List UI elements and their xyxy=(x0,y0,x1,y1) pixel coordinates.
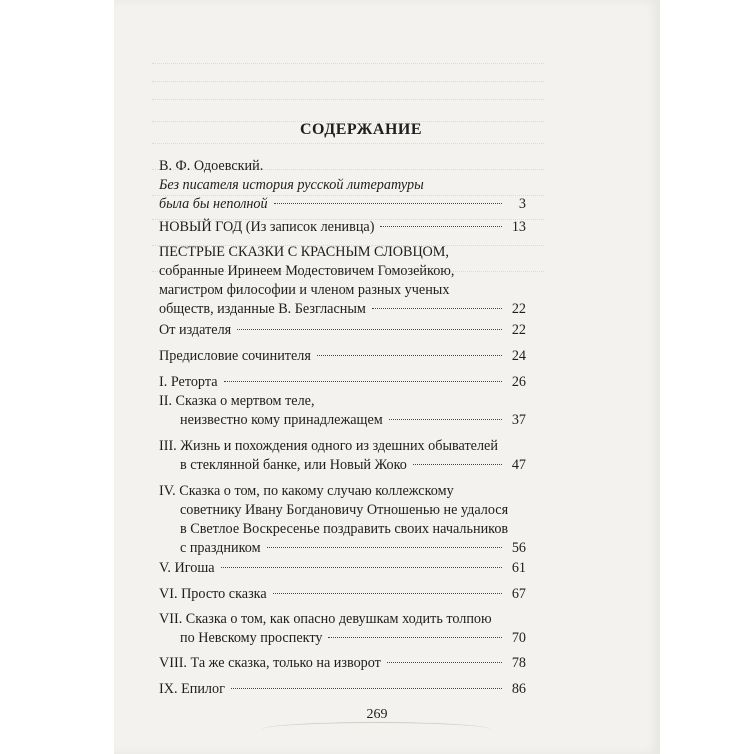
toc-entry-retort[interactable] xyxy=(159,373,526,392)
page-number: 22 xyxy=(511,322,526,338)
page-number: 47 xyxy=(511,457,526,473)
leader-dots xyxy=(267,547,502,548)
leader-dots xyxy=(224,381,502,382)
leader-dots xyxy=(231,688,502,689)
toc-entry-simple-tale[interactable] xyxy=(159,585,526,604)
toc-entry-text: в стеклянной банке, или Новый Жоко xyxy=(180,457,407,473)
leader-dots xyxy=(317,355,502,356)
toc-entry-epilogue[interactable] xyxy=(159,680,526,699)
folio-number: 269 xyxy=(366,707,388,722)
toc-entry-preface[interactable] xyxy=(159,347,526,366)
page-number: 37 xyxy=(511,412,526,428)
page-number: 61 xyxy=(511,560,526,576)
toc-entry-text: I. Реторта xyxy=(159,374,218,390)
toc-line: советнику Ивану Богдановичу Отношенью не удалося xyxy=(180,502,509,518)
page-number: 67 xyxy=(511,586,526,602)
page-number: 26 xyxy=(511,374,526,390)
toc-entry-otnoshenye[interactable] xyxy=(159,482,526,558)
toc-title: СОДЕРЖАНИЕ xyxy=(300,121,423,138)
leader-dots xyxy=(389,419,502,420)
toc-entry-text: с праздником xyxy=(180,540,261,556)
folio xyxy=(0,707,754,723)
page-number: 24 xyxy=(511,348,526,364)
toc-entry-igosha[interactable] xyxy=(159,559,526,578)
toc-entry-same-tale[interactable] xyxy=(159,654,526,673)
toc-line: II. Сказка о мертвом теле, xyxy=(159,393,315,409)
toc-entry-jar[interactable] xyxy=(159,437,526,475)
toc-entry-text: Предисловие сочинителя xyxy=(159,348,311,364)
toc-entry-text: была бы неполной xyxy=(159,196,268,212)
toc-line: VII. Сказка о том, как опасно девушкам ходить толпою xyxy=(159,611,492,627)
toc-entry-text: НОВЫЙ ГОД (Из записок ленивца) xyxy=(159,219,375,235)
leader-dots xyxy=(413,464,502,465)
leader-dots xyxy=(274,203,502,204)
page-number: 13 xyxy=(511,219,526,235)
leader-dots xyxy=(387,662,502,663)
page-number: 70 xyxy=(511,630,526,646)
toc-line: В. Ф. Одоевский. xyxy=(159,158,264,174)
leader-dots xyxy=(273,593,502,594)
folio-ornament xyxy=(262,722,490,737)
toc-line: ПЕСТРЫЕ СКАЗКИ С КРАСНЫМ СЛОВЦОМ, xyxy=(159,244,449,260)
page-number: 56 xyxy=(511,540,526,556)
toc-line: IV. Сказка о том, по какому случаю коллежскому xyxy=(159,483,454,499)
toc-entry-text: VIII. Та же сказка, только на изворот xyxy=(159,655,381,671)
leader-dots xyxy=(221,567,502,568)
toc-entry-text: обществ, изданные В. Безгласным xyxy=(159,301,366,317)
toc-entry-motley-tales[interactable] xyxy=(159,243,526,319)
page-number: 22 xyxy=(511,301,526,317)
page-number: 3 xyxy=(518,196,526,212)
toc-entry-new-year[interactable] xyxy=(159,218,526,237)
toc-line: III. Жизнь и похождения одного из здешних обывателей xyxy=(159,438,498,454)
leader-dots xyxy=(328,637,502,638)
toc-entry-text: неизвестно кому принадлежащем xyxy=(180,412,383,428)
toc-entry-foreword[interactable] xyxy=(159,157,526,214)
page-number: 86 xyxy=(511,681,526,697)
toc-entry-text: IX. Епилог xyxy=(159,681,225,697)
toc-line: в Светлое Воскресенье поздравить своих начальников xyxy=(180,521,509,537)
toc-entry-text: VI. Просто сказка xyxy=(159,586,267,602)
toc-entry-publisher[interactable] xyxy=(159,321,526,340)
toc-line: Без писателя история русской литературы xyxy=(159,177,424,193)
toc-entry-nevsky[interactable] xyxy=(159,610,526,648)
toc-entry-dead-body[interactable] xyxy=(159,392,526,430)
toc-entry-text: От издателя xyxy=(159,322,232,338)
toc-line: магистром философии и членом разных ученых xyxy=(159,282,450,298)
toc-entry-text: V. Игоша xyxy=(159,560,215,576)
leader-dots xyxy=(372,308,502,309)
leader-dots xyxy=(237,329,502,330)
leader-dots xyxy=(380,226,502,227)
toc-entry-text: по Невскому проспекту xyxy=(180,630,323,646)
page-number: 78 xyxy=(511,655,526,671)
toc-line: собранные Иринеем Модестовичем Гомозейкою, xyxy=(159,263,455,279)
